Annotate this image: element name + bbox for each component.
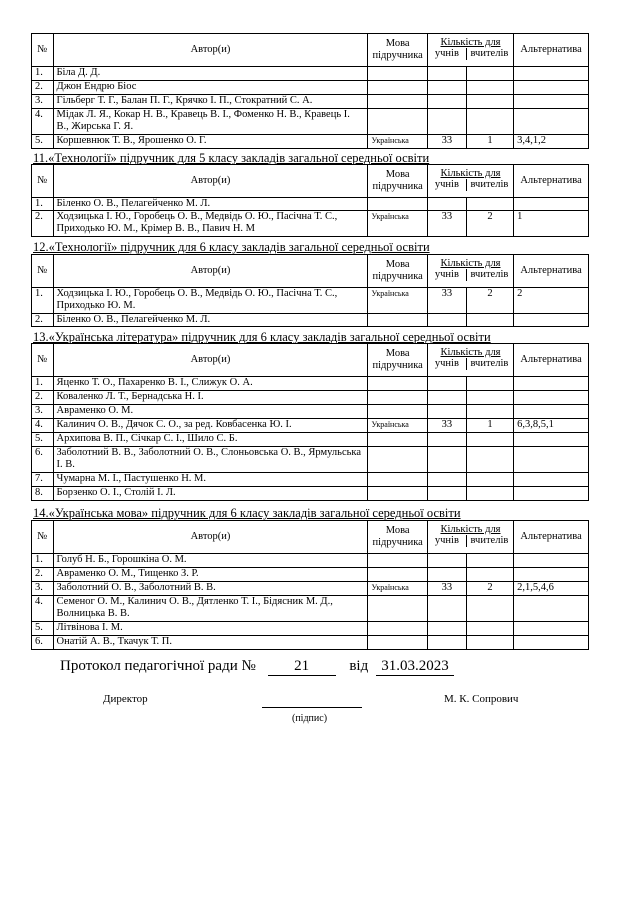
- header-students: учнів: [428, 48, 467, 60]
- table-row: [32, 596, 589, 622]
- table-row: [32, 636, 589, 650]
- row-students: [427, 391, 466, 405]
- header-quantity-title: Кількість для: [440, 168, 501, 179]
- row-authors: Авраменко О. М.: [53, 405, 368, 419]
- row-alternative: [514, 596, 589, 622]
- row-authors: Мідак Л. Я., Кокар Н. В., Кравець В. І., Фоменко Н. В., Кравець І. В., Жирська Г. Я.: [53, 109, 368, 135]
- row-number: 3.: [32, 582, 54, 596]
- row-authors: Ходзицька І. Ю., Горобець О. В., Медвідь О. Ю., Пасічна Т. С., Приходько Ю. М.: [53, 288, 368, 314]
- row-language: [368, 568, 427, 582]
- row-teachers: [466, 596, 513, 622]
- row-number: 2.: [32, 391, 54, 405]
- row-alternative: [514, 473, 589, 487]
- row-authors: Заболотний О. В., Заболотний В. В.: [53, 582, 368, 596]
- row-students: 33: [427, 211, 466, 237]
- header-language-line1: Мова: [385, 169, 410, 180]
- textbook-table: [31, 254, 589, 327]
- row-teachers: [466, 447, 513, 473]
- row-students: [427, 95, 466, 109]
- row-teachers: [466, 109, 513, 135]
- row-authors: Заболотний В. В., Заболотний О. В., Слоньовська О. В., Ярмульська І. В.: [53, 447, 368, 473]
- protocol-label: Протокол педагогічної ради №: [60, 658, 256, 674]
- row-students: [427, 314, 466, 327]
- row-alternative: [514, 487, 589, 501]
- table-row: [32, 582, 589, 596]
- row-alternative: [514, 67, 589, 81]
- header-teachers: вчителів: [470, 358, 509, 369]
- row-number: 1.: [32, 377, 54, 391]
- row-students: [427, 109, 466, 135]
- table-header-row: [32, 34, 589, 67]
- table-row: [32, 419, 589, 433]
- row-language: [368, 433, 427, 447]
- protocol-from-label: від: [349, 658, 369, 674]
- row-language: [368, 198, 427, 211]
- signature-line: [262, 707, 362, 708]
- row-teachers: [466, 95, 513, 109]
- row-students: [427, 405, 466, 419]
- row-authors: Біла Д. Д.: [53, 67, 368, 81]
- row-number: 7.: [32, 473, 54, 487]
- row-alternative: 2: [514, 288, 589, 314]
- row-language: [368, 622, 427, 636]
- header-students: учнів: [428, 535, 467, 547]
- header-language-line1: Мова: [385, 38, 410, 49]
- row-number: 3.: [32, 405, 54, 419]
- header-language-line1: Мова: [385, 525, 410, 536]
- row-language: [368, 95, 427, 109]
- row-students: [427, 447, 466, 473]
- row-teachers: 2: [466, 288, 513, 314]
- row-teachers: [466, 622, 513, 636]
- row-teachers: 1: [466, 135, 513, 149]
- header-quantity: [427, 521, 513, 554]
- table-row: [32, 198, 589, 211]
- header-author: Автор(и): [53, 34, 368, 67]
- row-number: 2.: [32, 81, 54, 95]
- protocol-date: 31.03.2023: [376, 657, 454, 676]
- header-students: учнів: [428, 358, 467, 370]
- header-teachers: вчителів: [470, 179, 509, 190]
- signature-caption: (підпис): [292, 713, 328, 724]
- row-students: 33: [427, 582, 466, 596]
- table-row: [32, 622, 589, 636]
- row-authors: Коршевнюк Т. В., Ярошенко О. Г.: [53, 135, 368, 149]
- header-quantity-title: Кількість для: [440, 524, 501, 535]
- row-language: [368, 596, 427, 622]
- row-alternative: [514, 433, 589, 447]
- table-header-row: [32, 521, 589, 554]
- row-authors: Авраменко О. М., Тищенко З. Р.: [53, 568, 368, 582]
- row-alternative: [514, 391, 589, 405]
- header-author: Автор(и): [53, 255, 368, 288]
- row-number: 8.: [32, 487, 54, 501]
- row-number: 5.: [32, 135, 54, 149]
- header-language: [368, 255, 427, 288]
- row-alternative: 1: [514, 211, 589, 237]
- header-alternative: Альтернатива: [514, 521, 589, 554]
- header-quantity-title: Кількість для: [440, 347, 501, 358]
- row-number: 2.: [32, 314, 54, 327]
- table-row: [32, 568, 589, 582]
- row-language: [368, 487, 427, 501]
- row-number: 1.: [32, 198, 54, 211]
- header-alternative: Альтернатива: [514, 34, 589, 67]
- row-language: [368, 554, 427, 568]
- header-language-line2: підручника: [372, 360, 423, 371]
- table-row: [32, 433, 589, 447]
- header-num: №: [32, 165, 54, 198]
- table-row: [32, 95, 589, 109]
- row-alternative: [514, 568, 589, 582]
- row-teachers: [466, 81, 513, 95]
- textbook-table: [31, 343, 589, 501]
- row-teachers: [466, 487, 513, 501]
- header-quantity: [427, 165, 513, 198]
- table-header-row: [32, 255, 589, 288]
- row-alternative: [514, 447, 589, 473]
- table-row: [32, 288, 589, 314]
- row-students: 33: [427, 288, 466, 314]
- row-authors: Борзенко О. І., Столій І. Л.: [53, 487, 368, 501]
- row-authors: Калинич О. В., Дячок С. О., за ред. Ковбасенка Ю. І.: [53, 419, 368, 433]
- row-alternative: [514, 198, 589, 211]
- row-language: [368, 405, 427, 419]
- section-title: 14.«Українська мова» підручник для 6 класу закладів загальної середньої освіти: [33, 506, 461, 520]
- header-language: [368, 521, 427, 554]
- textbook-table: [31, 164, 589, 237]
- header-quantity-title: Кількість для: [440, 258, 501, 269]
- row-authors: Онатій А. В., Ткачук Т. П.: [53, 636, 368, 650]
- row-students: 33: [427, 135, 466, 149]
- row-teachers: [466, 554, 513, 568]
- row-alternative: 3,4,1,2: [514, 135, 589, 149]
- row-teachers: [466, 67, 513, 81]
- row-authors: Літвінова І. М.: [53, 622, 368, 636]
- row-authors: Гільберг Т. Г., Балан П. Г., Крячко І. П., Стократний С. А.: [53, 95, 368, 109]
- row-language: Українська: [368, 211, 427, 237]
- row-teachers: [466, 391, 513, 405]
- textbook-table: [31, 520, 589, 650]
- row-teachers: [466, 568, 513, 582]
- row-number: 4.: [32, 419, 54, 433]
- row-number: 4.: [32, 109, 54, 135]
- row-students: [427, 554, 466, 568]
- header-alternative: Альтернатива: [514, 165, 589, 198]
- row-authors: Голуб Н. Б., Горошкіна О. М.: [53, 554, 368, 568]
- header-num: №: [32, 255, 54, 288]
- row-teachers: [466, 433, 513, 447]
- row-alternative: 2,1,5,4,6: [514, 582, 589, 596]
- header-quantity: [427, 344, 513, 377]
- table-row: [32, 487, 589, 501]
- row-alternative: [514, 554, 589, 568]
- row-number: 1.: [32, 554, 54, 568]
- header-language: [368, 344, 427, 377]
- table-row: [32, 314, 589, 327]
- row-teachers: 1: [466, 419, 513, 433]
- row-students: 33: [427, 419, 466, 433]
- header-quantity-title: Кількість для: [440, 37, 501, 48]
- row-number: 1.: [32, 67, 54, 81]
- row-students: [427, 377, 466, 391]
- header-language-line2: підручника: [372, 50, 423, 61]
- row-language: [368, 377, 427, 391]
- row-teachers: [466, 198, 513, 211]
- section-title: 12.«Технології» підручник для 6 класу закладів загальної середньої освіти: [33, 240, 430, 254]
- header-num: №: [32, 344, 54, 377]
- row-teachers: 2: [466, 211, 513, 237]
- section-title: 13.«Українська література» підручник для 6 класу закладів загальної середньої освіти: [33, 330, 491, 344]
- row-alternative: [514, 95, 589, 109]
- header-alternative: Альтернатива: [514, 255, 589, 288]
- row-alternative: [514, 622, 589, 636]
- row-authors: Біленко О. В., Пелагейченко М. Л.: [53, 314, 368, 327]
- table-header-row: [32, 344, 589, 377]
- row-alternative: [514, 81, 589, 95]
- table-row: [32, 67, 589, 81]
- row-teachers: [466, 377, 513, 391]
- row-teachers: [466, 314, 513, 327]
- row-students: [427, 622, 466, 636]
- header-language-line2: підручника: [372, 537, 423, 548]
- row-alternative: [514, 377, 589, 391]
- table-row: [32, 447, 589, 473]
- row-alternative: [514, 109, 589, 135]
- table-row: [32, 81, 589, 95]
- row-language: [368, 391, 427, 405]
- row-language: Українська: [368, 288, 427, 314]
- row-language: [368, 473, 427, 487]
- row-teachers: 2: [466, 582, 513, 596]
- row-students: [427, 596, 466, 622]
- table-row: [32, 211, 589, 237]
- director-name: М. К. Сопрович: [444, 693, 519, 705]
- header-author: Автор(и): [53, 521, 368, 554]
- header-num: №: [32, 34, 54, 67]
- row-number: 5.: [32, 433, 54, 447]
- row-students: [427, 433, 466, 447]
- table-row: [32, 109, 589, 135]
- row-language: Українська: [368, 582, 427, 596]
- row-number: 6.: [32, 636, 54, 650]
- row-alternative: [514, 405, 589, 419]
- row-alternative: 6,3,8,5,1: [514, 419, 589, 433]
- director-label: Директор: [103, 693, 148, 705]
- row-teachers: [466, 405, 513, 419]
- row-authors: Джон Ендрю Біос: [53, 81, 368, 95]
- section-title: 11.«Технології» підручник для 5 класу закладів загальної середньої освіти: [33, 151, 430, 165]
- header-num: №: [32, 521, 54, 554]
- protocol-line: [60, 657, 454, 676]
- textbook-table: [31, 33, 589, 149]
- row-teachers: [466, 473, 513, 487]
- row-alternative: [514, 636, 589, 650]
- row-language: [368, 81, 427, 95]
- row-authors: Семеног О. М., Калинич О. В., Дятленко Т. І., Бідясник М. Д., Волницька В. В.: [53, 596, 368, 622]
- row-authors: Біленко О. В., Пелагейченко М. Л.: [53, 198, 368, 211]
- row-language: [368, 67, 427, 81]
- table-row: [32, 135, 589, 149]
- header-teachers: вчителів: [470, 269, 509, 280]
- header-language-line2: підручника: [372, 181, 423, 192]
- table-row: [32, 473, 589, 487]
- row-number: 3.: [32, 95, 54, 109]
- row-number: 2.: [32, 211, 54, 237]
- row-students: [427, 473, 466, 487]
- header-language-line1: Мова: [385, 259, 410, 270]
- row-students: [427, 198, 466, 211]
- row-students: [427, 487, 466, 501]
- table-header-row: [32, 165, 589, 198]
- row-language: [368, 447, 427, 473]
- row-authors: Архипова В. П., Січкар С. І., Шило С. Б.: [53, 433, 368, 447]
- row-language: [368, 314, 427, 327]
- row-number: 5.: [32, 622, 54, 636]
- row-language: [368, 636, 427, 650]
- row-students: [427, 568, 466, 582]
- row-authors: Чумарна М. І., Пастушенко Н. М.: [53, 473, 368, 487]
- protocol-number: 21: [268, 657, 336, 676]
- row-language: Українська: [368, 419, 427, 433]
- row-alternative: [514, 314, 589, 327]
- header-language-line1: Мова: [385, 348, 410, 359]
- row-students: [427, 636, 466, 650]
- table-row: [32, 377, 589, 391]
- header-alternative: Альтернатива: [514, 344, 589, 377]
- row-students: [427, 67, 466, 81]
- header-teachers: вчителів: [470, 535, 509, 546]
- header-author: Автор(и): [53, 344, 368, 377]
- row-authors: Ходзицька І. Ю., Горобець О. В., Медвідь О. Ю., Пасічна Т. С., Приходько Ю. М., Крімер В. В., Павич Н. М: [53, 211, 368, 237]
- table-row: [32, 405, 589, 419]
- header-students: учнів: [428, 269, 467, 281]
- table-row: [32, 554, 589, 568]
- row-language: Українська: [368, 135, 427, 149]
- header-language-line2: підручника: [372, 271, 423, 282]
- header-quantity: [427, 255, 513, 288]
- row-language: [368, 109, 427, 135]
- row-number: 1.: [32, 288, 54, 314]
- row-students: [427, 81, 466, 95]
- row-number: 4.: [32, 596, 54, 622]
- header-language: [368, 34, 427, 67]
- header-author: Автор(и): [53, 165, 368, 198]
- header-teachers: вчителів: [470, 48, 509, 59]
- row-teachers: [466, 636, 513, 650]
- header-language: [368, 165, 427, 198]
- row-authors: Коваленко Л. Т., Бернадська Н. І.: [53, 391, 368, 405]
- header-quantity: [427, 34, 513, 67]
- header-students: учнів: [428, 179, 467, 191]
- row-number: 2.: [32, 568, 54, 582]
- table-row: [32, 391, 589, 405]
- row-authors: Яценко Т. О., Пахаренко В. І., Слижук О. А.: [53, 377, 368, 391]
- row-number: 6.: [32, 447, 54, 473]
